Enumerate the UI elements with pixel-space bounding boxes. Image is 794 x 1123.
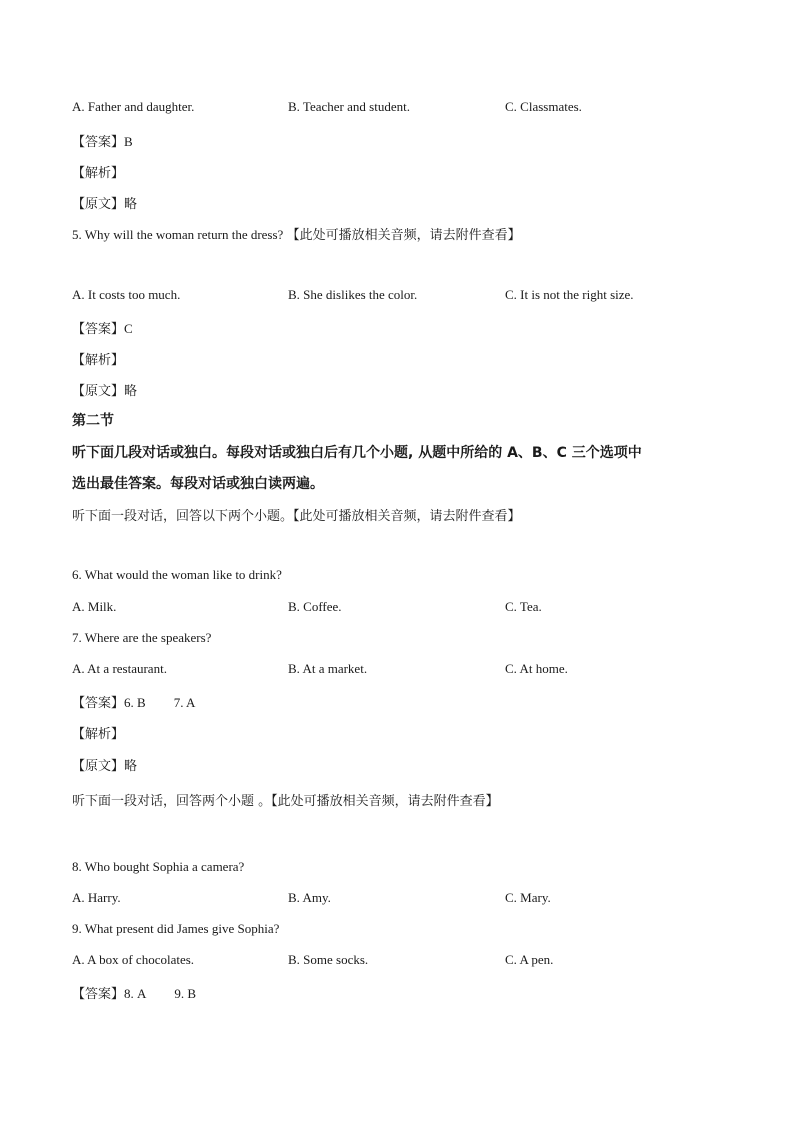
answer-value: C [124, 321, 133, 336]
section-instruction-line-1: 听下面几段对话或独白。每段对话或独白后有几个小题, 从题中所给的 A、B、C 三个选项中 [72, 445, 642, 461]
answer-label: 【答案】 [72, 322, 125, 337]
q7-question: 7. Where are the speakers? [72, 630, 212, 645]
q9-option-c: C. A pen. [505, 952, 554, 967]
q7-option-a: A. At a restaurant. [72, 661, 167, 676]
q5-question-line [72, 224, 521, 243]
q4-option-a: A. Father and daughter. [72, 99, 195, 114]
q7-option-b: B. At a market. [288, 661, 368, 676]
q9-option-b: B. Some socks. [288, 952, 369, 967]
q5-answer [72, 318, 133, 337]
q8-option-b: B. Amy. [288, 890, 331, 905]
group1-analysis-label: 【解析】 [72, 727, 125, 742]
q5-audio-link[interactable]: 【此处可播放相关音频，请去附件查看】 [286, 228, 521, 243]
q8-option-a: A. Harry. [72, 890, 121, 905]
q9-question: 9. What present did James give Sophia? [72, 921, 280, 936]
answer-label: 【答案】 [72, 987, 125, 1002]
q5-option-c: C. It is not the right size. [505, 287, 634, 302]
q6-option-b: B. Coffee. [288, 599, 342, 614]
q6-option-c: C. Tea. [505, 599, 542, 614]
original-label: 【原文】 [72, 759, 125, 774]
q8-question: 8. Who bought Sophia a camera? [72, 859, 245, 874]
original-value: 略 [124, 759, 138, 774]
answer-label: 【答案】 [72, 696, 125, 711]
q7-option-c: C. At home. [505, 661, 568, 676]
q4-option-b: B. Teacher and student. [288, 99, 410, 114]
answer-value: B [124, 134, 133, 149]
q4-option-c: C. Classmates. [505, 99, 582, 114]
section-instruction-line-2: 选出最佳答案。每段对话或独白读两遍。 [72, 476, 324, 492]
original-value: 略 [124, 197, 138, 212]
q6-question: 6. What would the woman like to drink? [72, 567, 282, 582]
q4-original [72, 193, 137, 212]
original-label: 【原文】 [72, 384, 125, 399]
group1-original [72, 755, 137, 774]
section-title: 第二节 [72, 413, 114, 429]
answer-value-2: 9. B [174, 986, 197, 1001]
q9-option-a: A. A box of chocolates. [72, 952, 195, 967]
group1-answer [72, 692, 195, 711]
answer-label: 【答案】 [72, 135, 125, 150]
group2-answer [72, 983, 196, 1002]
group2-intro: 听下面一段对话，回答两个小题 。【此处可播放相关音频，请去附件查看】 [72, 794, 499, 809]
group1-intro: 听下面一段对话，回答以下两个小题。【此处可播放相关音频，请去附件查看】 [72, 509, 521, 524]
answer-value-1: 8. A [124, 986, 147, 1001]
answer-value-1: 6. B [124, 695, 146, 710]
answer-value-2: 7. A [173, 695, 196, 710]
q5-analysis-label: 【解析】 [72, 353, 125, 368]
q5-question: 5. Why will the woman return the dress? [72, 227, 284, 242]
q8-option-c: C. Mary. [505, 890, 551, 905]
q4-analysis-label: 【解析】 [72, 166, 125, 181]
q4-answer [72, 131, 133, 150]
q5-option-a: A. It costs too much. [72, 287, 181, 302]
original-label: 【原文】 [72, 197, 125, 212]
q6-option-a: A. Milk. [72, 599, 117, 614]
original-value: 略 [124, 384, 138, 399]
q5-original [72, 380, 137, 399]
q5-option-b: B. She dislikes the color. [288, 287, 418, 302]
